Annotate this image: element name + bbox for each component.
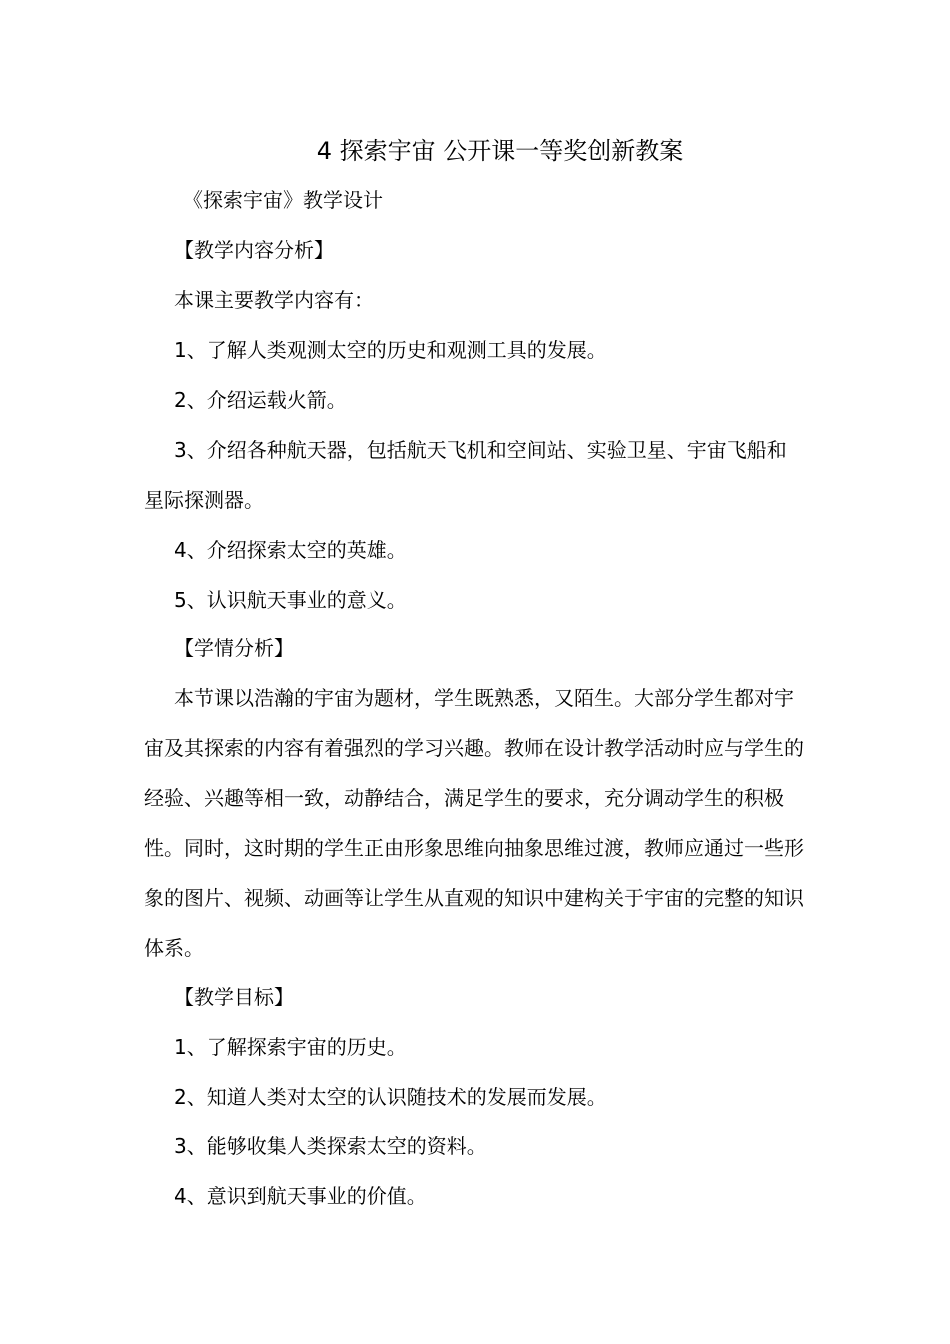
content-analysis-intro: 本课主要教学内容有： [174,288,374,312]
content-item-3 [144,425,806,525]
objective-item-2: 2、知道人类对太空的认识随技术的发展而发展。 [174,1085,607,1109]
student-analysis-body [144,673,806,973]
content-item-5: 5、认识航天事业的意义。 [174,588,407,612]
document-subtitle: 《探索宇宙》教学设计 [183,188,383,212]
section-heading-student-analysis: 【学情分析】 [174,636,294,660]
objective-item-3: 3、能够收集人类探索太空的资料。 [174,1134,487,1158]
section-heading-objectives: 【教学目标】 [174,985,294,1009]
student-analysis-text: 本节课以浩瀚的宇宙为题材，学生既熟悉，又陌生。大部分学生都对宇宙及其探索的内容有着强烈的学习兴趣。教师在设计教学活动时应与学生的经验、兴趣等相一致，动静结合，满足学生的要求，充分调动学生的积极性。同时，这时期的学生正由形象思维向抽象思维过渡，教师应通过一些形象的图片、视频、动画等让学生从直观的知识中建构关于宇宙的完整的知识体系。 [144,686,804,960]
content-item-1: 1、了解人类观测太空的历史和观测工具的发展。 [174,338,607,362]
section-heading-content-analysis: 【教学内容分析】 [174,238,334,262]
document-title: 4 探索宇宙 公开课一等奖创新教案 [316,137,684,165]
content-item-3-text: 3、介绍各种航天器，包括航天飞机和空间站、实验卫星、宇宙飞船和星际探测器。 [144,438,787,512]
objective-item-4: 4、意识到航天事业的价值。 [174,1184,427,1208]
content-item-2: 2、介绍运载火箭。 [174,388,347,412]
content-item-4: 4、介绍探索太空的英雄。 [174,538,407,562]
objective-item-1: 1、了解探索宇宙的历史。 [174,1035,407,1059]
